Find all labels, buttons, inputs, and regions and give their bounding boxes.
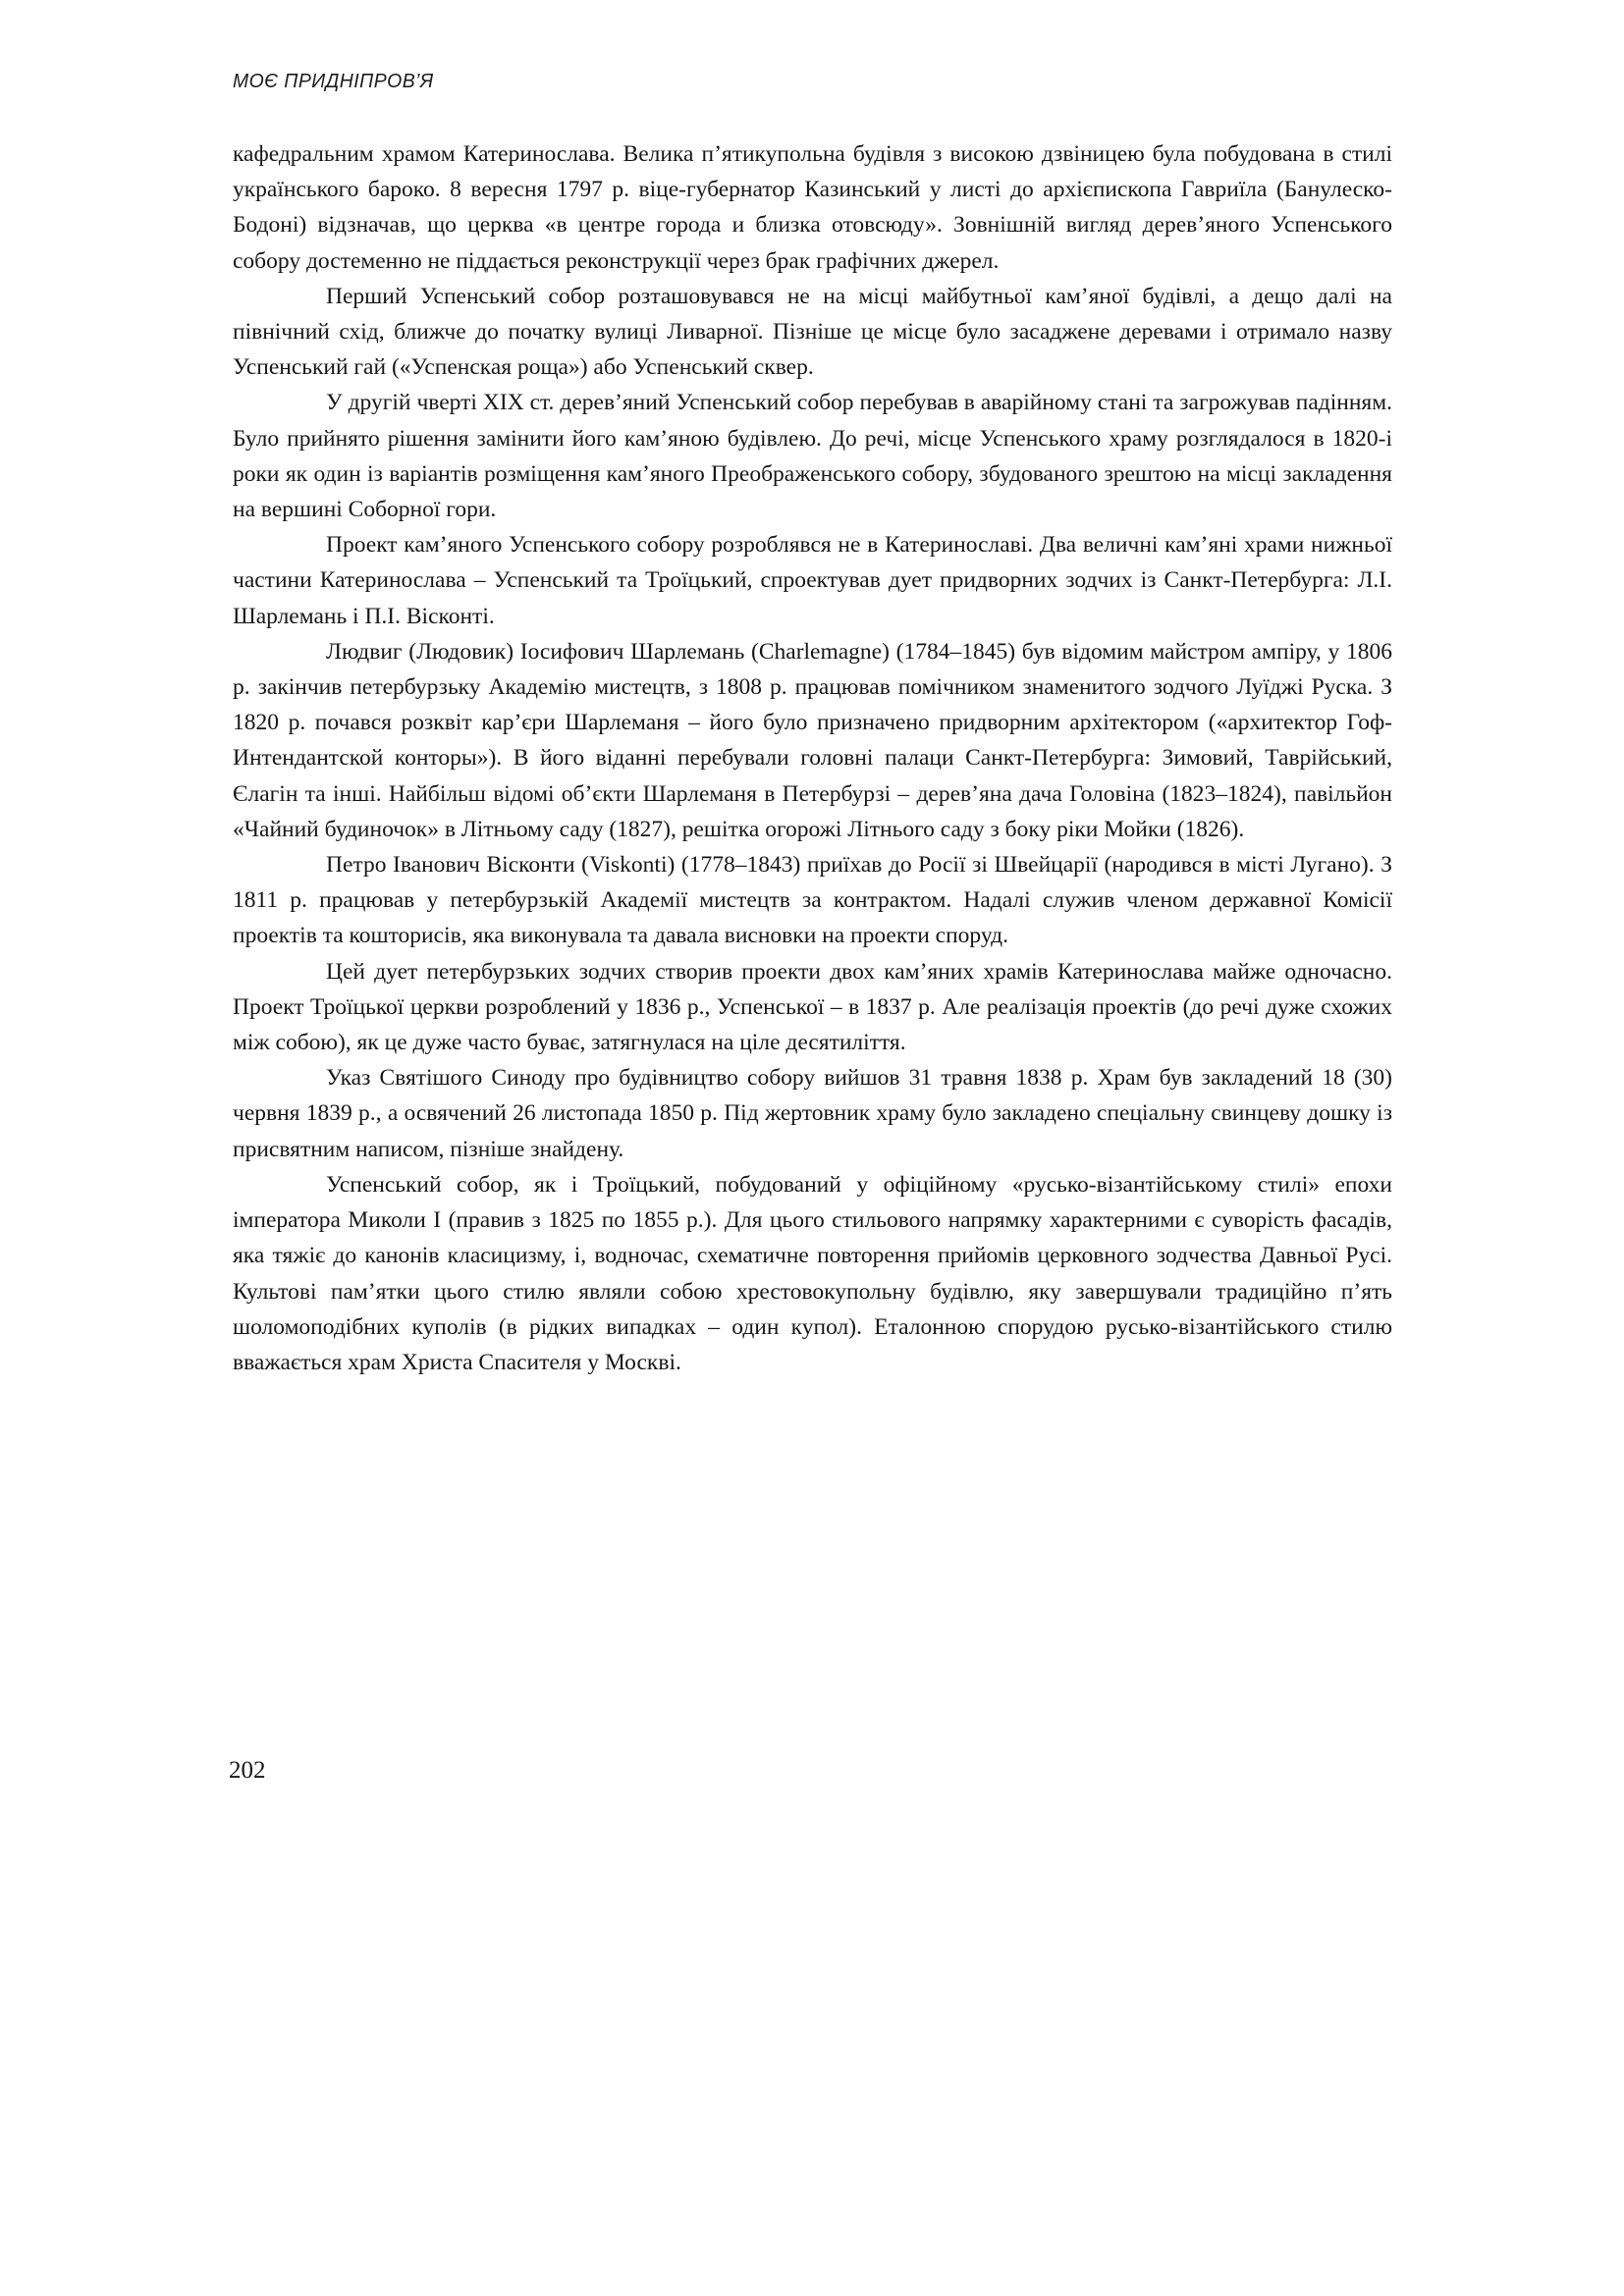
body-paragraph: У другій чверті XIX ст. дерев’яний Успенський собор перебував в аварійному стані та загрожував падінням. Було прийнято рішення замінити його кам’яною будівлею. До речі, місце Успенського храму розглядалося в 1820-і роки як один із варіантів розміщення кам’яного Преображенського собору, збудованого зрештою на місці закладення на вершині Соборної гори. (233, 390, 1392, 523)
body-paragraph: Петро Іванович Вісконти (Viskonti) (1778–1843) приїхав до Росії зі Швейцарії (народився в місті Лугано). З 1811 р. працював у петербурзькій Академії мистецтв за контрактом. Надалі служив членом державної Комісії проектів та кошторисів, яка виконувала та давала висновки на проекти споруд. (233, 852, 1392, 949)
body-paragraph: Перший Успенський собор розташовувався не на місці майбутньої кам’яної будівлі, а дещо далі на північний схід, ближче до початку вулиці Ливарної. Пізніше це місце було засаджене деревами і отримало назву Успенський гай («Успенская роща») або Успенський сквер. (233, 283, 1392, 381)
page-number: 202 (229, 1757, 266, 1784)
body-paragraph: Цей дует петербурзьких зодчих створив проекти двох кам’яних храмів Катеринослава майже одночасно. Проект Троїцької церкви розроблений у 1836 р., Успенської – в 1837 р. Але реалізація проектів (до речі дуже схожих між собою), як це дуже часто буває, затягнулася на ціле десятиліття. (233, 958, 1392, 1056)
body-paragraph: Указ Святішого Синоду про будівництво собору вийшов 31 травня 1838 р. Храм був закладений 18 (30) червня 1839 р., а освячений 26 листопада 1850 р. Під жертовник храму було закладено спеціальну свинцеву дошку із присвятним написом, пізніше знайдену. (233, 1065, 1392, 1162)
body-paragraph: Проект кам’яного Успенського собору розроблявся не в Катеринославі. Два величні кам’яні храми нижньої частини Катеринослава – Успенський та Троїцький, спроектував дует придворних зодчих із Санкт-Петербурга: Л.І. Шарлемань і П.І. Вісконті. (233, 532, 1392, 629)
body-paragraph: кафедральним храмом Катеринослава. Велика п’ятикупольна будівля з високою дзвіницею була побудована в стилі українського бароко. 8 вересня 1797 р. віце-губернатор Казинський у листі до архієпископа Гавриїла (Банулеско-Бодоні) відзначав, що церква «в центре города и близка отовсюду». Зовнішній вигляд дерев’яного Успенського собору достеменно не піддається реконструкції через брак графічних джерел. (233, 141, 1392, 274)
body-paragraph: Успенський собор, як і Троїцький, побудований у офіційному «русько-візантійському стилі» епохи імператора Миколи I (правив з 1825 по 1855 р.). Для цього стильового напрямку характерними є суворість фасадів, яка тяжіє до канонів класицизму, і, водночас, схематичне повторення прийомів церковного зодчества Давньої Русі. Культові пам’ятки цього стилю являли собою хрестовокупольну будівлю, яку завершували традиційно п’ять шоломоподібних куполів (в рідких випадках – один купол). Еталонною спорудою русько-візантійського стилю вважається храм Христа Спасителя у Москві. (233, 1171, 1392, 1375)
running-header: МОЄ ПРИДНІПРОВ’Я (233, 71, 434, 92)
body-paragraph: Людвиг (Людовик) Іосифович Шарлемань (Charlemagne) (1784–1845) був відомим майстром ампіру, у 1806 р. закінчив петербурзьку Академію мистецтв, з 1808 р. працював помічником знаменитого зодчого Луїджі Руска. З 1820 р. почався розквіт кар’єри Шарлеманя – його було призначено придворним архітектором («архитектор Гоф-Интендантской конторы»). В його віданні перебували головні палаци Санкт-Петербурга: Зимовий, Таврійський, Єлагін та інші. Найбільш відомі об’єкти Шарлеманя в Петербурзі – дерев’яна дача Головіна (1823–1824), павільйон «Чайний будиночок» в Літньому саду (1827), решітка огорожі Літнього саду з боку ріки Мойки (1826). (233, 638, 1392, 842)
body-text (233, 136, 1392, 1380)
